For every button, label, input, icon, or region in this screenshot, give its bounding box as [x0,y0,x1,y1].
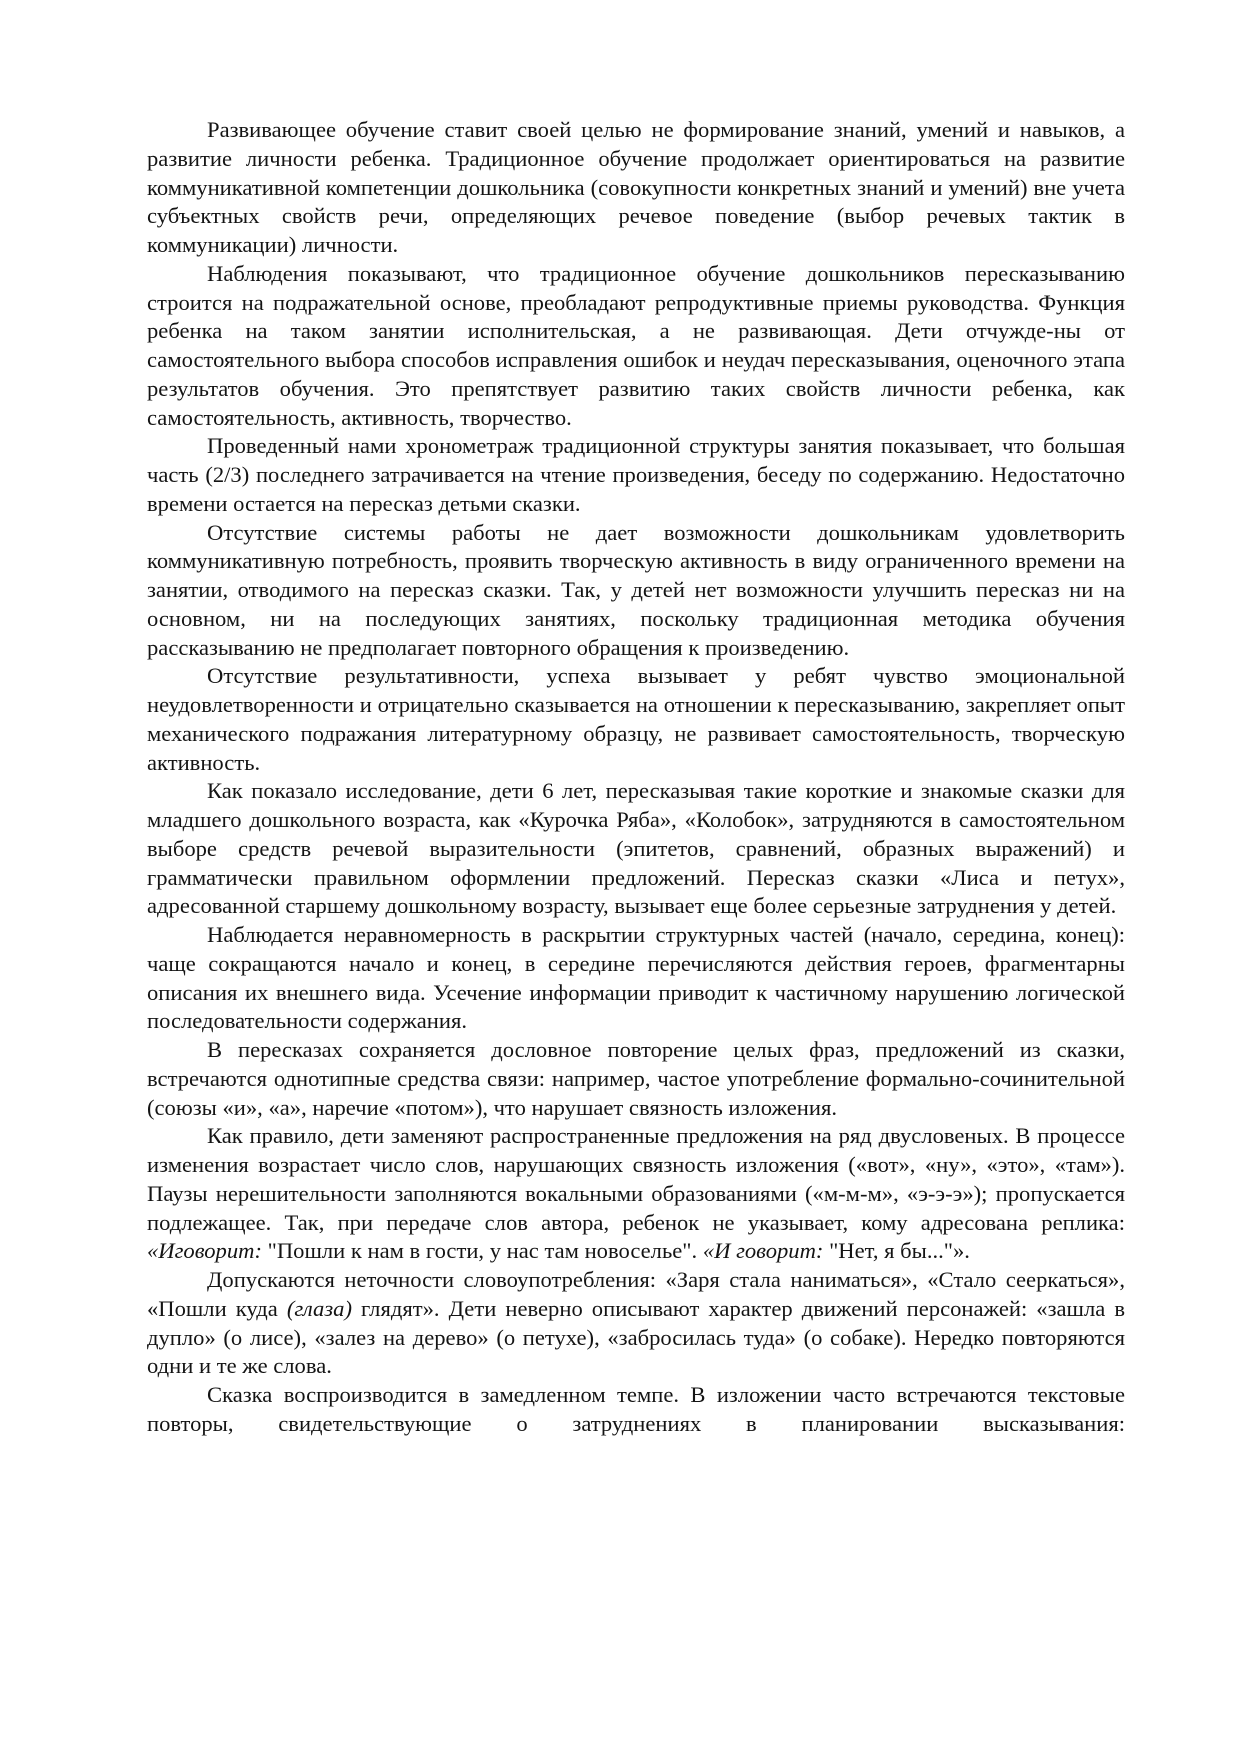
paragraph-10-text-a: Допускаются неточности словоупотребления: «Заря стала наниматься», «Стало сееркаться», «Пошли куда [147,1267,1125,1321]
paragraph-9-text-a: Как правило, дети заменяют распространенные предложения на ряд двусловеных. В процессе изменения возрастает число слов, нарушающих связность изложения («вот», «ну», «это», «там»). Паузы нерешительности заполняются вокальными образованиями («м-м-м», «э-э-э»); пропускается подлежащее. Так, при передаче слов автора, ребенок не указывает, кому адресована реплика: [147,1123,1125,1235]
paragraph-1: Развивающее обучение ставит своей целью не формирование знаний, умений и навыков, а развитие личности ребенка. Традиционное обучение продолжает ориентироваться на развитие коммуникативной компетенции дошкольника (совокупности конкретных знаний и умений) вне учета субъектных свойств речи, определяющих речевое поведение (выбор речевых тактик в коммуникации) личности. [147,117,1125,257]
paragraph-9-text-b: "Пошли к нам в гости, у нас там новоселье". [261,1238,703,1264]
paragraph-9-text-c: "Нет, я бы..."». [823,1238,970,1264]
paragraph-8: В пересказах сохраняется дословное повторение целых фраз, предложений из сказки, встречаются однотипные средства связи: например, частое употребление формально-сочинительной (союзы «и», «а», наречие «потом»), что нарушает связность изложения. [147,1037,1125,1120]
paragraph-7: Наблюдается неравномерность в раскрытии структурных частей (начало, середина, конец): чаще сокращаются начало и конец, в середине перечисляются действия героев, фрагментарны описания их внешнего вида. Усечение информации приводит к частичному нарушению логической последовательности содержания. [147,922,1125,1034]
paragraph-6: Как показало исследование, дети 6 лет, пересказывая такие короткие и знакомые сказки для младшего дошкольного возраста, как «Курочка Ряба», «Колобок», затрудняются в самостоятельном выборе средств речевой выразительности (эпитетов, сравнений, образных выражений) и грамматически правильном оформлении предложений. Пересказ сказки «Лиса и петух», адресованной старшему дошкольному возрасту, вызывает еще более серьезные затруднения у детей. [147,778,1125,919]
paragraph-5: Отсутствие результативности, успеха вызывает у ребят чувство эмоциональной неудовлетворенности и отрицательно сказывается на отношении к пересказыванию, закрепляет опыт механического подражания литературному образцу, не развивает самостоятельность, творческую активность. [147,663,1125,775]
paragraph-9 [147,1122,1125,1266]
paragraph-3: Проведенный нами хронометраж традиционной структуры занятия показывает, что большая часть (2/3) последнего затрачивается на чтение произведения, беседу по содержанию. Недостаточно времени остается на пересказ детьми сказки. [147,433,1125,516]
paragraph-2: Наблюдения показывают, что традиционное обучение дошкольников пересказыванию строится на подражательной основе, преобладают репродуктивные приемы руководства. Функция ребенка на таком занятии исполнительская, а не развивающая. Дети отчужде-ны от самостоятельного выбора способов исправления ошибок и неудач пересказывания, оценочного этапа результатов обучения. Это препятствует развитию таких свойств личности ребенка, как самостоятельность, активность, творчество. [147,260,1125,430]
paragraph-10-text-b: глядят». Дети неверно описывают характер движений персонажей: «зашла в дупло» (о лисе), «залез на дерево» (о петухе), «забросилась туда» (о собаке). Нередко повторяются одни и те же слова. [147,1295,1125,1379]
paragraph-11: Сказка воспроизводится в замедленном темпе. В изложении часто встречаются текстовые повторы, свидетельствующие о затруднениях в планировании высказывания: [147,1382,1125,1436]
document-page [147,116,1125,1439]
paragraph-10 [147,1266,1125,1381]
paragraph-10-italic-a: (глаза) [286,1295,352,1321]
paragraph-4: Отсутствие системы работы не дает возможности дошкольникам удовлетворить коммуникативную потребность, проявить творческую активность в виду ограниченного времени на занятии, отводимого на пересказ сказки. Так, у детей нет возможности улучшить пересказ ни на основном, ни на последующих занятиях, поскольку традиционная методика обучения рассказыванию не предполагает повторного обращения к произведению. [147,519,1125,660]
paragraph-9-italic-b: «И говорит: [702,1238,824,1264]
paragraph-9-italic-a: «Иговорит: [147,1238,262,1264]
